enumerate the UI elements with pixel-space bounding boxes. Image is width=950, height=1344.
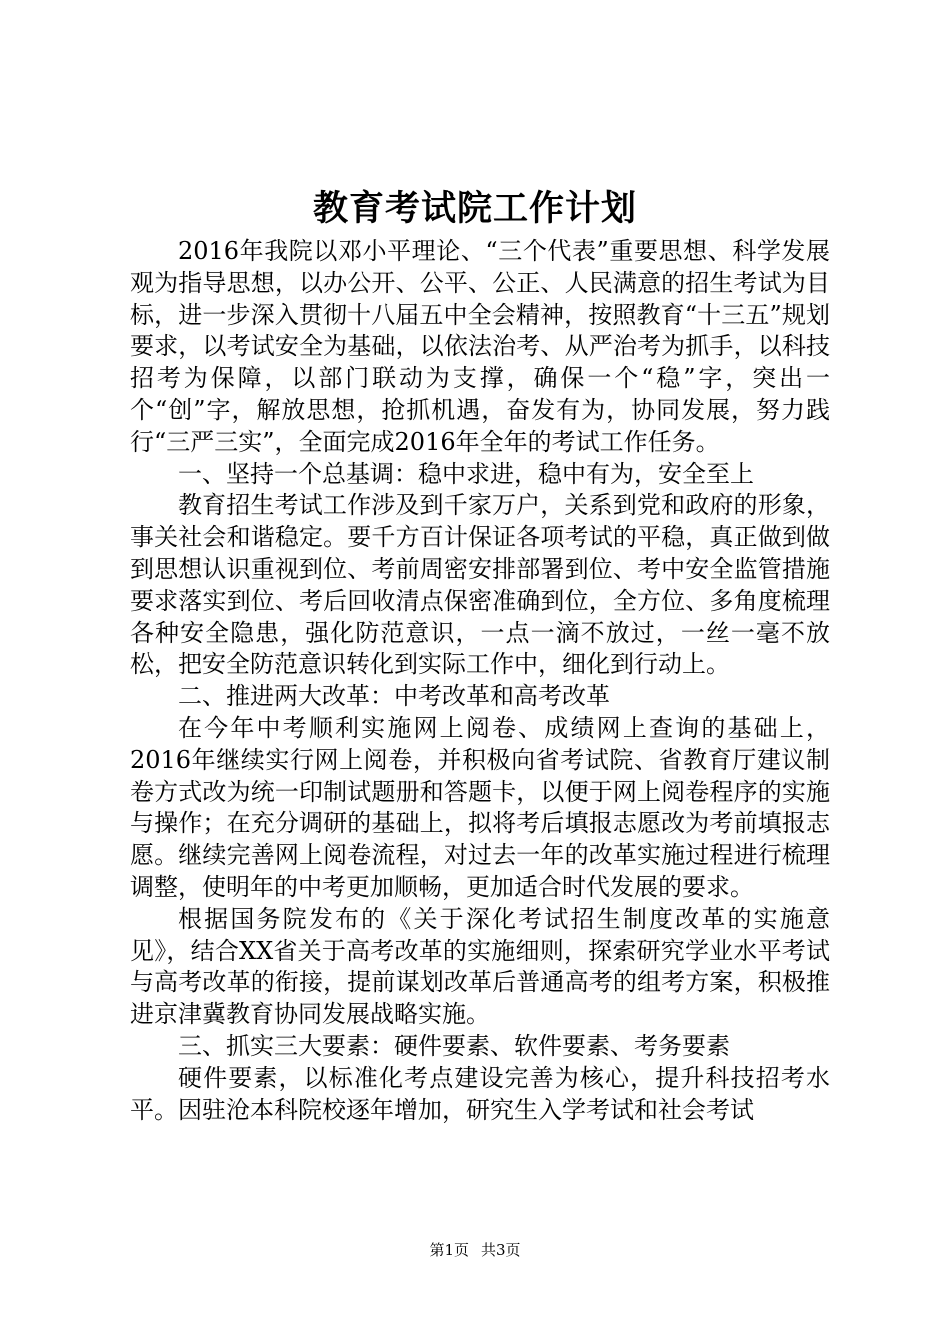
paragraph-gaokao-reform: 根据国务院发布的《关于深化考试招生制度改革的实施意见》，结合XX省关于高考改革的实施细则，探索研究学业水平考试与高考改革的衔接，提前谋划改革后普通高考的组考方案，积极推进京津冀教育协同发展战略实施。 bbox=[130, 904, 830, 1029]
section-heading-3: 三、抓实三大要素：硬件要素、软件要素、考务要素 bbox=[178, 1031, 730, 1060]
document-title: 教育考试院工作计划 bbox=[312, 189, 637, 229]
section-heading-2: 二、推进两大改革：中考改革和高考改革 bbox=[178, 682, 610, 711]
page-number: 第1页 bbox=[429, 1241, 469, 1259]
paragraph-safety: 教育招生考试工作涉及到千家万户，关系到党和政府的形象，事关社会和谐稳定。要千方百计保证各项考试的平稳，真正做到做到思想认识重视到位、考前周密安排部署到位、考中安全监管措施要求落实到位、考后回收清点保密准确到位，全方位、多角度梳理各种安全隐患，强化防范意识，一点一滴不放过，一丝一毫不放松，把安全防范意识转化到实际工作中，细化到行动上。 bbox=[130, 491, 830, 679]
page-footer bbox=[0, 1240, 950, 1260]
paragraph-intro: 2016年我院以邓小平理论、“三个代表”重要思想、科学发展观为指导思想，以办公开、公平、公正、人民满意的招生考试为目标，进一步深入贯彻十八届五中全会精神，按照教育“十三五”规划要求，以考试安全为基础，以依法治考、从严治考为抓手，以科技招考为保障，以部门联动为支撑，确保一个“稳”字，突出一个“创”字，解放思想，抢抓机遇，奋发有为，协同发展，努力践行“三严三实”，全面完成2016年全年的考试工作任务。 bbox=[130, 237, 830, 456]
paragraph-zhongkao-reform: 在今年中考顺利实施网上阅卷、成绩网上查询的基础上，2016年继续实行网上阅卷，并积极向省考试院、省教育厅建议制卷方式改为统一印制试题册和答题卡，以便于网上阅卷程序的实施与操作；在充分调研的基础上，拟将考后填报志愿改为考前填报志愿。继续完善网上阅卷流程，对过去一年的改革实施过程进行梳理调整，使明年的中考更加顺畅，更加适合时代发展的要求。 bbox=[130, 713, 830, 901]
page-total: 共3页 bbox=[481, 1241, 521, 1259]
document-body bbox=[130, 236, 830, 1126]
section-heading-1: 一、坚持一个总基调：稳中求进，稳中有为，安全至上 bbox=[178, 459, 754, 488]
paragraph-hardware: 硬件要素，以标准化考点建设完善为核心，提升科技招考水平。因驻沧本科院校逐年增加，研究生入学考试和社会考试 bbox=[130, 1063, 830, 1124]
